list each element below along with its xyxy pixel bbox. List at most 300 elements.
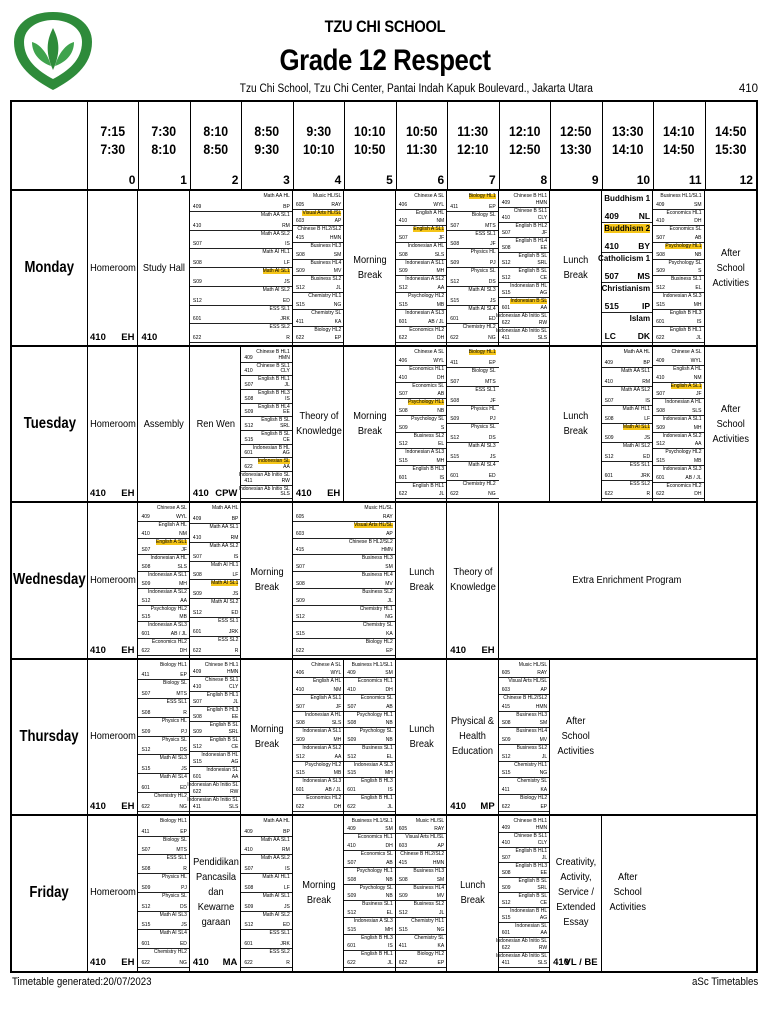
lesson-cell[interactable] <box>87 815 138 971</box>
subject-name: Chinese B SL1 <box>205 676 239 683</box>
lesson-cell[interactable] <box>396 502 447 658</box>
subject-option[interactable] <box>499 923 550 938</box>
subject-option[interactable] <box>499 712 550 729</box>
subject-option[interactable] <box>344 834 395 851</box>
subject-option[interactable] <box>293 762 344 779</box>
subject-option[interactable] <box>238 485 292 500</box>
lesson-cell[interactable] <box>495 815 550 971</box>
lesson-cell[interactable] <box>241 659 292 815</box>
subject-option[interactable] <box>447 231 498 250</box>
subject-option[interactable] <box>190 306 293 325</box>
lesson-label <box>447 659 498 815</box>
subject-room: S08 <box>141 564 151 571</box>
subject-option[interactable] <box>190 324 293 343</box>
subject-option[interactable] <box>190 692 241 707</box>
subject-option[interactable] <box>293 505 396 522</box>
subject-option[interactable] <box>241 445 292 459</box>
subject-option[interactable] <box>190 268 293 287</box>
subject-room: 605 <box>501 670 511 677</box>
subject-teacher: JL <box>541 854 548 861</box>
subject-option[interactable] <box>138 855 189 874</box>
subject-option[interactable] <box>190 618 241 637</box>
subject-option[interactable] <box>190 662 241 677</box>
lesson-cell[interactable] <box>190 502 241 658</box>
subject-room: 622 <box>450 335 459 342</box>
subject-option[interactable] <box>344 728 395 745</box>
subject-room: S12 <box>450 435 460 442</box>
subject-option[interactable] <box>187 796 241 812</box>
subject-option[interactable] <box>293 522 396 539</box>
subject-teacher: SLS <box>692 407 702 414</box>
lesson-cell[interactable] <box>87 502 138 658</box>
subject-option[interactable] <box>293 226 344 243</box>
subject-option[interactable] <box>495 952 550 968</box>
subject-option[interactable] <box>138 793 189 812</box>
subject-option[interactable] <box>241 404 292 418</box>
subject-option[interactable] <box>241 949 292 968</box>
subject-option[interactable] <box>447 193 498 212</box>
subject-option[interactable] <box>396 327 447 344</box>
subject-option[interactable] <box>447 387 498 406</box>
subject-room: S12 <box>501 260 511 267</box>
subject-option[interactable] <box>344 868 395 885</box>
subject-option[interactable] <box>190 752 241 767</box>
subject-option[interactable] <box>138 572 189 589</box>
subject-option[interactable] <box>190 722 241 737</box>
subject-option[interactable] <box>238 472 292 486</box>
subject-option[interactable] <box>241 349 292 363</box>
subject-room: S15 <box>398 926 408 933</box>
subject-option[interactable] <box>447 287 498 306</box>
subject-option[interactable] <box>138 874 189 893</box>
subject-option[interactable] <box>653 226 704 243</box>
subject-option[interactable] <box>447 424 498 443</box>
subject-option[interactable] <box>344 935 395 952</box>
subject-option[interactable] <box>653 276 704 293</box>
subject-option[interactable] <box>653 193 704 210</box>
lesson-cell[interactable] <box>138 502 189 658</box>
subject-option[interactable] <box>190 524 241 543</box>
subject-option[interactable] <box>499 778 550 795</box>
lesson-cell[interactable] <box>344 190 395 346</box>
subject-option[interactable] <box>653 466 704 483</box>
subject-option[interactable] <box>447 443 498 462</box>
subject-option[interactable] <box>190 599 241 618</box>
subject-option[interactable] <box>499 795 550 812</box>
subject-option[interactable] <box>396 416 447 433</box>
lesson-cell[interactable] <box>495 190 550 346</box>
subject-option[interactable] <box>138 606 189 623</box>
subject-option[interactable] <box>190 562 241 581</box>
subject-option[interactable] <box>396 483 447 500</box>
subject-name: Visual Arts HL/SL <box>302 209 342 216</box>
lesson-cell[interactable] <box>241 502 292 658</box>
lesson-cell[interactable] <box>602 346 653 502</box>
subject-option[interactable] <box>138 737 189 756</box>
subject-option[interactable] <box>598 253 653 283</box>
subject-option[interactable] <box>653 399 704 416</box>
subject-option[interactable] <box>293 327 344 344</box>
subject-option[interactable] <box>396 210 447 227</box>
subject-option[interactable] <box>447 249 498 268</box>
subject-option[interactable] <box>499 298 550 313</box>
subject-option[interactable] <box>138 837 189 856</box>
subject-option[interactable] <box>344 795 395 812</box>
subject-option[interactable] <box>138 662 189 681</box>
subject-option[interactable] <box>138 818 189 837</box>
subject-option[interactable] <box>653 310 704 327</box>
subject-option[interactable] <box>396 399 447 416</box>
subject-option[interactable] <box>499 268 550 283</box>
subject-option[interactable] <box>293 555 396 572</box>
subject-option[interactable] <box>138 912 189 931</box>
subject-option[interactable] <box>447 406 498 425</box>
subject-option[interactable] <box>241 431 292 445</box>
subject-teacher: EL <box>438 441 445 448</box>
subject-option[interactable] <box>190 249 293 268</box>
subject-option[interactable] <box>138 589 189 606</box>
subject-option[interactable] <box>602 349 653 368</box>
lesson-cell[interactable] <box>238 346 292 502</box>
subject-option[interactable] <box>396 818 447 835</box>
subject-option[interactable] <box>499 253 550 268</box>
subject-option[interactable] <box>396 918 447 935</box>
lesson-cell[interactable] <box>447 815 498 971</box>
lesson-cell[interactable] <box>344 659 395 815</box>
subject-option[interactable] <box>602 462 653 481</box>
subject-option[interactable] <box>653 433 704 450</box>
subject-option[interactable] <box>241 376 292 390</box>
subject-option[interactable] <box>344 918 395 935</box>
subject-option[interactable] <box>447 306 498 325</box>
lesson-cell[interactable] <box>87 346 138 502</box>
subject-option[interactable] <box>293 243 344 260</box>
subject-option[interactable] <box>241 363 292 377</box>
subject-option[interactable] <box>344 851 395 868</box>
lesson-cell[interactable] <box>396 190 447 346</box>
subject-option[interactable] <box>344 778 395 795</box>
lesson-cell[interactable] <box>447 190 498 346</box>
lesson-cell[interactable] <box>87 190 138 346</box>
lesson-cell[interactable] <box>550 659 601 815</box>
subject-option[interactable] <box>241 930 292 949</box>
subject-option[interactable] <box>653 449 704 466</box>
subject-option[interactable] <box>190 767 241 782</box>
subject-option[interactable] <box>396 276 447 293</box>
lesson-cell[interactable] <box>447 659 498 815</box>
lesson-cell[interactable] <box>138 815 189 971</box>
subject-option[interactable] <box>138 718 189 737</box>
lesson-cell[interactable] <box>602 815 653 971</box>
subject-option[interactable] <box>293 210 344 227</box>
subject-room: 411 <box>141 828 150 835</box>
subject-option[interactable] <box>499 678 550 695</box>
subject-option[interactable] <box>653 210 704 227</box>
subject-option[interactable] <box>499 863 550 878</box>
subject-option[interactable] <box>499 745 550 762</box>
subject-option[interactable] <box>241 874 292 893</box>
lesson-cell[interactable] <box>550 815 601 971</box>
subject-option[interactable] <box>499 283 550 298</box>
subject-option[interactable] <box>653 327 704 344</box>
lesson-cell[interactable] <box>653 346 704 502</box>
subject-option[interactable] <box>241 458 292 472</box>
subject-option[interactable] <box>344 901 395 918</box>
subject-option[interactable] <box>241 912 292 931</box>
lesson-cell[interactable] <box>190 346 241 502</box>
subject-option[interactable] <box>499 238 550 253</box>
subject-option[interactable] <box>495 937 550 953</box>
subject-option[interactable] <box>499 908 550 923</box>
lesson-cell[interactable] <box>187 659 241 815</box>
subject-option[interactable] <box>602 283 653 313</box>
subject-option[interactable] <box>602 443 653 462</box>
subject-option[interactable] <box>396 885 447 902</box>
subject-option[interactable] <box>396 226 447 243</box>
subject-option[interactable] <box>241 855 292 874</box>
subject-teacher: ED <box>231 610 239 617</box>
lesson-cell[interactable] <box>344 815 395 971</box>
lesson-cell[interactable] <box>396 346 447 502</box>
lesson-cell[interactable] <box>293 502 396 658</box>
subject-option[interactable] <box>190 212 293 231</box>
subject-option[interactable] <box>396 349 447 366</box>
subject-option[interactable] <box>447 349 498 368</box>
subject-option[interactable] <box>138 522 189 539</box>
lesson-cell[interactable] <box>447 346 498 502</box>
subject-option[interactable] <box>293 795 344 812</box>
subject-option[interactable] <box>653 293 704 310</box>
subject-option[interactable] <box>138 893 189 912</box>
subject-option[interactable] <box>293 695 344 712</box>
subject-option[interactable] <box>396 366 447 383</box>
subject-teacher: EP <box>489 203 496 210</box>
subject-option[interactable] <box>190 707 241 722</box>
subject-option[interactable] <box>447 268 498 287</box>
subject-option[interactable] <box>190 505 241 524</box>
lesson-cell[interactable] <box>190 190 293 346</box>
subject-option[interactable] <box>293 572 396 589</box>
subject-option[interactable] <box>602 193 653 223</box>
subject-option[interactable] <box>495 313 550 328</box>
subject-option[interactable] <box>396 293 447 310</box>
subject-option[interactable] <box>293 260 344 277</box>
subject-option[interactable] <box>499 193 550 208</box>
lesson-cell[interactable] <box>396 815 447 971</box>
subject-option[interactable] <box>499 833 550 848</box>
subject-option[interactable] <box>293 639 396 656</box>
subject-option[interactable] <box>602 424 653 443</box>
subject-option[interactable] <box>241 837 292 856</box>
subject-option[interactable] <box>447 481 498 500</box>
subject-option[interactable] <box>190 637 241 656</box>
subject-option[interactable] <box>396 260 447 277</box>
subject-option[interactable] <box>293 745 344 762</box>
subject-teacher: AP <box>540 686 548 693</box>
subject-option[interactable] <box>241 818 292 837</box>
subject-option[interactable] <box>293 293 344 310</box>
lesson-cell[interactable] <box>447 502 498 658</box>
subject-option[interactable] <box>241 893 292 912</box>
subject-option[interactable] <box>499 208 550 223</box>
subject-option[interactable] <box>602 481 653 500</box>
subject-teacher: HMN <box>226 668 239 675</box>
subject-option[interactable] <box>396 851 447 868</box>
subject-option[interactable] <box>293 606 396 623</box>
subject-option[interactable] <box>293 728 344 745</box>
subject-option[interactable] <box>602 406 653 425</box>
subject-option[interactable] <box>653 349 704 366</box>
subject-option[interactable] <box>138 539 189 556</box>
subject-room: S08 <box>141 709 151 716</box>
subject-option[interactable] <box>293 310 344 327</box>
subject-option[interactable] <box>499 878 550 893</box>
subject-option[interactable] <box>447 368 498 387</box>
lesson-room: 410 <box>450 800 467 812</box>
subject-option[interactable] <box>396 901 447 918</box>
subject-option[interactable] <box>447 462 498 481</box>
subject-name: English B HL4 <box>515 238 548 245</box>
lesson-cell[interactable] <box>138 659 189 815</box>
subject-option[interactable] <box>344 712 395 729</box>
subject-option[interactable] <box>138 639 189 656</box>
subject-option[interactable] <box>602 368 653 387</box>
lesson-cell[interactable] <box>598 190 653 346</box>
subject-option[interactable] <box>241 417 292 431</box>
subject-option[interactable] <box>653 260 704 277</box>
lesson-cell[interactable] <box>293 346 344 502</box>
lesson-cell[interactable] <box>705 190 756 346</box>
subject-option[interactable] <box>653 366 704 383</box>
subject-teacher: JL <box>438 909 445 916</box>
subject-option[interactable] <box>499 893 550 908</box>
subject-room: 622 <box>141 803 150 810</box>
subject-option[interactable] <box>344 678 395 695</box>
subject-option[interactable] <box>190 543 241 562</box>
subject-option[interactable] <box>396 466 447 483</box>
lesson-cell[interactable] <box>293 659 344 815</box>
subject-option[interactable] <box>138 755 189 774</box>
lesson-cell[interactable] <box>190 815 241 971</box>
subject-option[interactable] <box>138 622 189 639</box>
lesson-cell[interactable] <box>293 815 344 971</box>
subject-option[interactable] <box>190 193 293 212</box>
subject-option[interactable] <box>138 505 189 522</box>
subject-name: English A SL1 <box>156 538 187 545</box>
subject-option[interactable] <box>396 433 447 450</box>
lesson-cell[interactable] <box>138 190 189 346</box>
lesson-cell[interactable] <box>293 190 344 346</box>
subject-option[interactable] <box>396 868 447 885</box>
subject-option[interactable] <box>344 762 395 779</box>
subject-option[interactable] <box>396 310 447 327</box>
subject-room: S08 <box>398 407 408 414</box>
subject-option[interactable] <box>190 580 241 599</box>
subject-option[interactable] <box>499 695 550 712</box>
subject-option[interactable] <box>653 243 704 260</box>
lesson-cell[interactable] <box>550 190 601 346</box>
subject-option[interactable] <box>293 276 344 293</box>
subject-option[interactable] <box>499 223 550 238</box>
subject-option[interactable] <box>653 483 704 500</box>
subject-option[interactable] <box>293 678 344 695</box>
subject-option[interactable] <box>495 328 550 343</box>
lesson-cell[interactable] <box>499 659 550 815</box>
subject-option[interactable] <box>190 287 293 306</box>
subject-option[interactable] <box>499 848 550 863</box>
subject-option[interactable] <box>344 745 395 762</box>
subject-room: 415 <box>295 235 305 242</box>
subject-option[interactable] <box>293 539 396 556</box>
subject-room: 622 <box>398 491 408 498</box>
subject-option[interactable] <box>447 324 498 343</box>
subject-option[interactable] <box>499 818 550 833</box>
subject-option[interactable] <box>396 193 447 210</box>
subject-option[interactable] <box>293 662 344 679</box>
lesson-cell[interactable] <box>550 346 601 502</box>
lesson-label <box>190 815 241 971</box>
lesson-cell[interactable] <box>705 346 756 502</box>
subject-option[interactable] <box>602 223 653 253</box>
subject-option[interactable] <box>602 387 653 406</box>
subject-option[interactable] <box>190 677 241 692</box>
subject-option[interactable] <box>653 416 704 433</box>
subject-option[interactable] <box>396 243 447 260</box>
subject-option[interactable] <box>138 930 189 949</box>
subject-teacher: SRL <box>280 423 290 430</box>
subject-option[interactable] <box>396 449 447 466</box>
lesson-cell[interactable] <box>344 346 395 502</box>
subject-option[interactable] <box>396 834 447 851</box>
subject-option[interactable] <box>138 680 189 699</box>
subject-option[interactable] <box>190 737 241 752</box>
subject-option[interactable] <box>138 774 189 793</box>
lesson-cell[interactable] <box>241 815 292 971</box>
subject-option[interactable] <box>499 662 550 679</box>
subject-option[interactable] <box>602 313 653 343</box>
subject-option[interactable] <box>396 951 447 968</box>
subject-option[interactable] <box>138 699 189 718</box>
lesson-cell[interactable] <box>653 190 704 346</box>
subject-option[interactable] <box>293 589 396 606</box>
subject-option[interactable] <box>293 622 396 639</box>
lesson-cell[interactable] <box>396 659 447 815</box>
subject-option[interactable] <box>190 231 293 250</box>
subject-option[interactable] <box>293 778 344 795</box>
subject-option[interactable] <box>396 935 447 952</box>
subject-option[interactable] <box>344 662 395 679</box>
subject-option[interactable] <box>293 193 344 210</box>
subject-option[interactable] <box>499 762 550 779</box>
lesson-cell[interactable] <box>499 502 756 658</box>
subject-option[interactable] <box>344 885 395 902</box>
subject-option[interactable] <box>138 555 189 572</box>
subject-option[interactable] <box>499 728 550 745</box>
subject-option[interactable] <box>293 712 344 729</box>
subject-option[interactable] <box>344 695 395 712</box>
subject-option[interactable] <box>241 390 292 404</box>
subject-option[interactable] <box>138 949 189 968</box>
lesson-cell[interactable] <box>138 346 189 502</box>
subject-option[interactable] <box>344 818 395 835</box>
subject-name: Indonesian Ab Initio SL <box>495 328 548 335</box>
lesson-cell[interactable] <box>87 659 138 815</box>
subject-option[interactable] <box>653 383 704 400</box>
subject-option[interactable] <box>344 951 395 968</box>
subject-option[interactable] <box>447 212 498 231</box>
subject-option[interactable] <box>396 383 447 400</box>
subject-option[interactable] <box>187 781 241 797</box>
